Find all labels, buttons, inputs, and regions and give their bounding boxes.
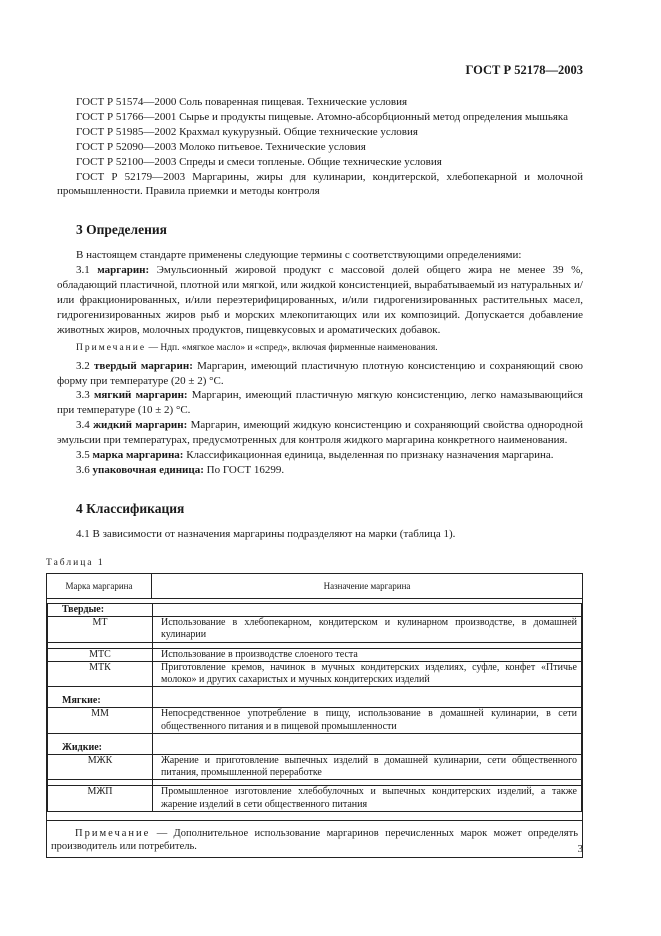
document-body <box>46 95 584 574</box>
table-body <box>47 599 583 821</box>
grade-code: МЖП <box>48 786 153 811</box>
definition-number: 3.2 <box>76 359 90 372</box>
reference-item: ГОСТ Р 52090—2003 Молоко питьевое. Технические условия <box>76 140 366 153</box>
definition-term: мягкий маргарин: <box>93 389 188 402</box>
group-label-hard: Твердые: <box>48 604 153 617</box>
reference-item: ГОСТ Р 51574—2000 Соль поваренная пищевая. Технические условия <box>76 96 408 108</box>
note-label: Примечание <box>76 342 147 353</box>
table-row <box>48 786 582 811</box>
definition-hard-margarine <box>57 359 583 389</box>
column-header-purpose: Назначение маргарина <box>152 574 583 599</box>
grade-code: МТК <box>48 661 153 686</box>
note-text: — Ндп. «мягкое масло» и «спред», включая фирменные наименования. <box>146 342 438 353</box>
table-note <box>47 820 583 857</box>
table-caption: Таблица 1 <box>46 557 105 568</box>
table-row <box>48 648 582 661</box>
definition-text: По ГОСТ 16299. <box>203 463 285 476</box>
definition-number: 3.3 <box>76 389 90 402</box>
definition-package-unit <box>57 463 583 478</box>
reference-item: ГОСТ Р 51766—2001 Сырье и продукты пищевые. Атомно-абсорбционный метод определения мышьяка <box>76 110 568 123</box>
grade-purpose: Использование в производстве слоеного теста <box>153 648 582 661</box>
definition-number: 3.4 <box>76 419 90 432</box>
grade-code: МТС <box>48 648 153 661</box>
table-row <box>48 708 582 733</box>
definition-term: твердый маргарин: <box>93 359 193 372</box>
table-body-row <box>47 599 583 821</box>
reference-item: ГОСТ Р 52179—2003 Маргарины, жиры для кулинарии, кондитерской, хлебопекарной и молочной промышленности. Правила приемки и методы контроля <box>57 170 583 198</box>
group-label-liquid: Жидкие: <box>48 733 153 754</box>
grade-purpose: Непосредственное употребление в пищу, использование в домашней кулинарии, в сети общественного питания и в пищевой промышленности <box>153 708 582 733</box>
definition-text: Маргарин, имеющий пластичную мягкую консистенцию, легко намазывающийся при температуре (10 ± 2) °С. <box>57 389 583 417</box>
definition-term: марка маргарина: <box>92 449 184 462</box>
definition-note <box>57 341 583 356</box>
table-note-text: — Дополнительное использование маргаринов перечисленных марок может определять производитель или потребитель. <box>51 827 578 852</box>
grade-purpose: Приготовление кремов, начинок в мучных кондитерских изделиях, суфле, конфет «Птичье молоко» и других сахаристых и мучных кондитерских изделий <box>153 661 582 686</box>
reference-item: ГОСТ Р 52100—2003 Спреды и смеси топленые. Общие технические условия <box>76 155 442 168</box>
table-row <box>48 661 582 686</box>
grade-purpose: Жарение и приготовление выпечных изделий в домашней кулинарии, сети общественного питания, промышленной переработке <box>153 755 582 780</box>
page-number: 3 <box>577 843 583 855</box>
document-header: ГОСТ Р 52178—2003 <box>465 63 583 77</box>
definition-number: 3.1 <box>76 264 90 277</box>
section-title-classification: 4 Классификация <box>76 500 185 516</box>
definition-margarine <box>57 263 583 338</box>
definition-margarine-grade <box>57 448 583 463</box>
section-title-definitions: 3 Определения <box>76 222 167 238</box>
definition-text: Эмульсионный жировой продукт с массовой долей общего жира не менее 39 %, обладающий пластичной, плотной или мягкой, или жидкой консистенцией, вырабатываемый из натуральных и/или фракционированных, и/или переэтерифицированных, и/или гидрогенизированных растительных масел, гидрогенизированных жиров рыб и морских млекопитающих или их композиций. Допускается добавление животных жиров, молочных продуктов, пищевкусовых и ароматических добавок. <box>57 264 584 336</box>
definition-term: жидкий маргарин: <box>93 419 188 432</box>
table-note-label: Примечание <box>75 827 151 839</box>
grade-code: ММ <box>48 708 153 733</box>
definition-term: упаковочная единица: <box>92 463 204 476</box>
grade-purpose: Использование в хлебопекарном, кондитерском и кулинарном производстве, в домашней кулинарии <box>153 617 582 642</box>
table-row <box>48 617 582 642</box>
definition-term: маргарин: <box>97 264 150 277</box>
definition-number: 3.6 <box>76 463 90 476</box>
reference-item: ГОСТ Р 51985—2002 Крахмал кукурузный. Общие технические условия <box>76 125 418 138</box>
definition-text: Маргарин, имеющий жидкую консистенцию и сохраняющий свойства однородной эмульсии при температурах, предусмотренных для контроля жидкого маргарина конкретного наименования. <box>57 419 583 447</box>
definition-liquid-margarine <box>57 418 583 448</box>
grade-code: МЖК <box>48 755 153 780</box>
normative-references <box>57 95 583 199</box>
table-header-row <box>47 574 583 599</box>
grade-purpose: Промышленное изготовление хлебобулочных и выпечных кондитерских изделий, а также жарение изделий в сети общественного питания <box>153 786 582 811</box>
margarine-grades-table <box>46 573 583 858</box>
definitions-intro: В настоящем стандарте применены следующие термины с соответствующими определениями: <box>76 249 522 262</box>
definition-text: Маргарин, имеющий пластичную плотную консистенцию и сохраняющий свою форму при температуре (20 ± 2) °С. <box>57 359 583 387</box>
table-note-row <box>47 820 583 857</box>
definition-soft-margarine <box>57 388 583 418</box>
table-body-grid <box>47 603 582 812</box>
column-header-grade: Марка маргарина <box>47 574 152 599</box>
definition-number: 3.5 <box>76 449 90 462</box>
definition-text: Классификационная единица, выделенная по признаку назначения маргарина. <box>183 449 554 462</box>
table-row <box>48 755 582 780</box>
grade-code: МТ <box>48 617 153 642</box>
classification-paragraph: 4.1 В зависимости от назначения маргарины подразделяют на марки (таблица 1). <box>76 527 456 540</box>
group-label-soft: Мягкие: <box>48 687 153 708</box>
